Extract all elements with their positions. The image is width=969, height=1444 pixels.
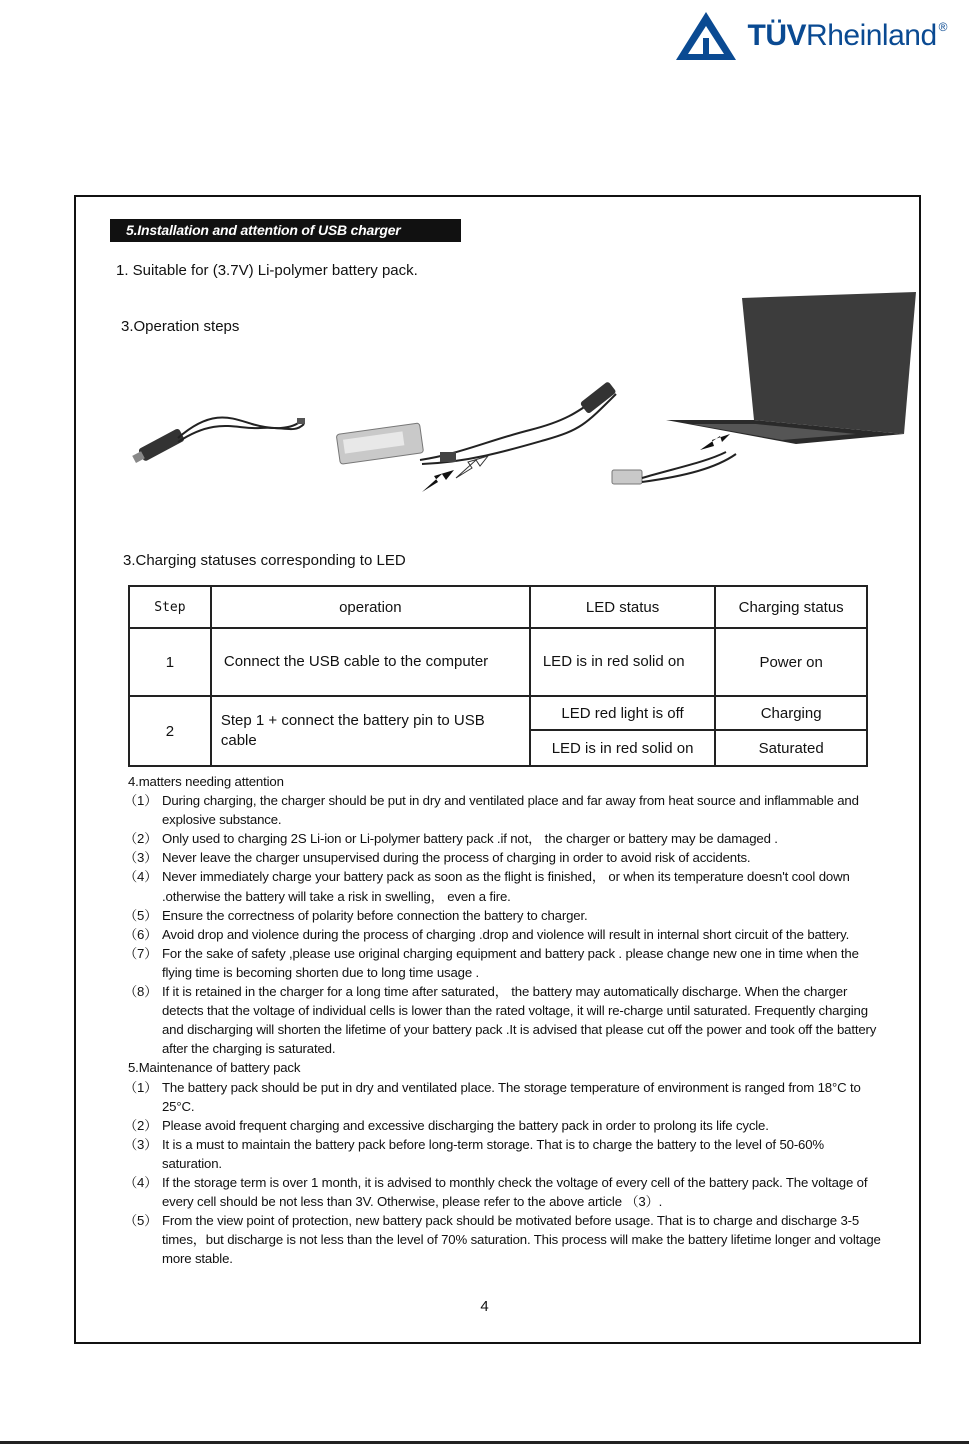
item-text: Ensure the correctness of polarity before connection the battery to charger. [162, 907, 588, 923]
item-text: Avoid drop and violence during the process of charging .drop and violence will result in internal short circuit of the battery. [162, 926, 850, 942]
item-text: If it is retained in the charger for a long time after saturated， the battery may automatically discharge. When the charger detects that the voltage of individual cells is lower than the rated voltage, it will re-charge until saturated. Frequently charging and discharging will shorten the lifetime of your battery pack .It is advised that please cut off the power and took off the battery after the charging is saturated. [162, 984, 877, 1057]
header-step: Step [129, 586, 211, 628]
list-item [124, 982, 884, 1058]
item-number: （4） [124, 869, 158, 885]
suitable-line: 1. Suitable for (3.7V) Li-polymer battery pack. [116, 262, 418, 279]
table-row [129, 628, 867, 696]
led-cell: LED is in red solid on [530, 628, 715, 696]
list-item [124, 1116, 884, 1135]
led-cell: LED red light is off [530, 696, 715, 730]
operation-steps-heading: 3.Operation steps [121, 318, 240, 335]
item-text: Never immediately charge your battery pack as soon as the flight is finished， or when its temperature doesn't cool down .otherwise the battery will take a risk in swelling， even a fire. [162, 869, 850, 904]
item-number: （2） [124, 831, 158, 847]
item-text: If the storage term is over 1 month, it is advised to monthly check the voltage of every cell of the battery pack. The voltage of every cell should be not less than 3V. Otherwise, please refer to the above article （3）. [162, 1174, 868, 1210]
arrow-icon [422, 470, 454, 492]
maintenance-list [124, 1078, 884, 1269]
table-header-row [129, 586, 867, 628]
status-cell: Saturated [715, 730, 867, 766]
item-number: （1） [124, 1079, 158, 1095]
tuv-logo [674, 8, 947, 64]
header-charging-status: Charging status [715, 586, 867, 628]
header-operation: operation [211, 586, 530, 628]
list-item [124, 1211, 884, 1268]
brand-name: TÜVRheinland ® [747, 19, 947, 52]
list-item [124, 829, 884, 848]
item-text: The battery pack should be put in dry and ventilated place. The storage temperature of environment is ranged from 18°C to 25°C. [162, 1079, 861, 1114]
list-item [124, 1078, 884, 1116]
operation-cell: Step 1 + connect the battery pin to USB cable [211, 696, 530, 766]
attention-heading: 4.matters needing attention [128, 774, 284, 789]
item-text: During charging, the charger should be put in dry and ventilated place and far away from heat source and inflammable and explosive substance. [162, 793, 859, 828]
item-text: It is a must to maintain the battery pack before long-term storage. That is to charge the battery to the level of 50-60% saturation. [162, 1136, 825, 1171]
battery-cable-illustration-icon [330, 370, 622, 502]
item-number: （1） [124, 793, 158, 809]
status-cell: Power on [715, 628, 867, 696]
operation-cell: Connect the USB cable to the computer [211, 628, 530, 696]
page-number: 4 [480, 1298, 489, 1315]
attention-list [124, 791, 884, 1058]
status-cell: Charging [715, 696, 867, 730]
item-text: Please avoid frequent charging and excessive discharging the battery pack in order to prolong its life cycle. [162, 1117, 769, 1133]
list-item [124, 1135, 884, 1173]
item-number: （5） [124, 907, 158, 923]
item-number: （3） [124, 1136, 158, 1152]
step-cell: 2 [129, 696, 211, 766]
item-number: （6） [124, 926, 158, 942]
charging-status-heading: 3.Charging statuses corresponding to LED [123, 552, 406, 569]
item-number: （5） [124, 1213, 158, 1229]
list-item [124, 925, 884, 944]
list-item [124, 791, 884, 829]
tuv-triangle-logo-icon [674, 10, 738, 62]
item-number: （7） [124, 945, 158, 961]
item-text: From the view point of protection, new battery pack should be motivated before usage. That is to charge and discharge 3-5 times，but discharge is not less than the level of 70% saturation. This process will make the battery lifetime longer and voltage more stable. [162, 1213, 881, 1267]
header-led-status: LED status [530, 586, 715, 628]
list-item [124, 944, 884, 982]
list-item [124, 1173, 884, 1211]
list-item [124, 867, 884, 905]
section-title: 5.Installation and attention of USB charger [110, 219, 461, 242]
table-row [129, 696, 867, 730]
item-number: （3） [124, 850, 158, 866]
usb-cable-illustration-icon [132, 408, 308, 466]
item-number: （4） [124, 1174, 158, 1190]
notes-section [124, 772, 884, 1268]
list-item [124, 906, 884, 925]
item-text: Never leave the charger unsupervised during the process of charging in order to avoid risk of accidents. [162, 850, 751, 866]
item-number: （8） [124, 984, 158, 1000]
item-text: For the sake of safety ,please use original charging equipment and battery pack . please change new one in time when the flying time is becoming shorten due to long time usage . [162, 945, 859, 980]
item-text: Only used to charging 2S Li-ion or Li-polymer battery pack .if not， the charger or battery may be damaged . [162, 831, 778, 847]
led-status-table [128, 585, 868, 767]
maintenance-heading: 5.Maintenance of battery pack [128, 1060, 301, 1076]
led-cell: LED is in red solid on [530, 730, 715, 766]
list-item [124, 848, 884, 867]
step-cell: 1 [129, 628, 211, 696]
item-number: （2） [124, 1117, 158, 1133]
laptop-illustration-icon [606, 292, 918, 492]
